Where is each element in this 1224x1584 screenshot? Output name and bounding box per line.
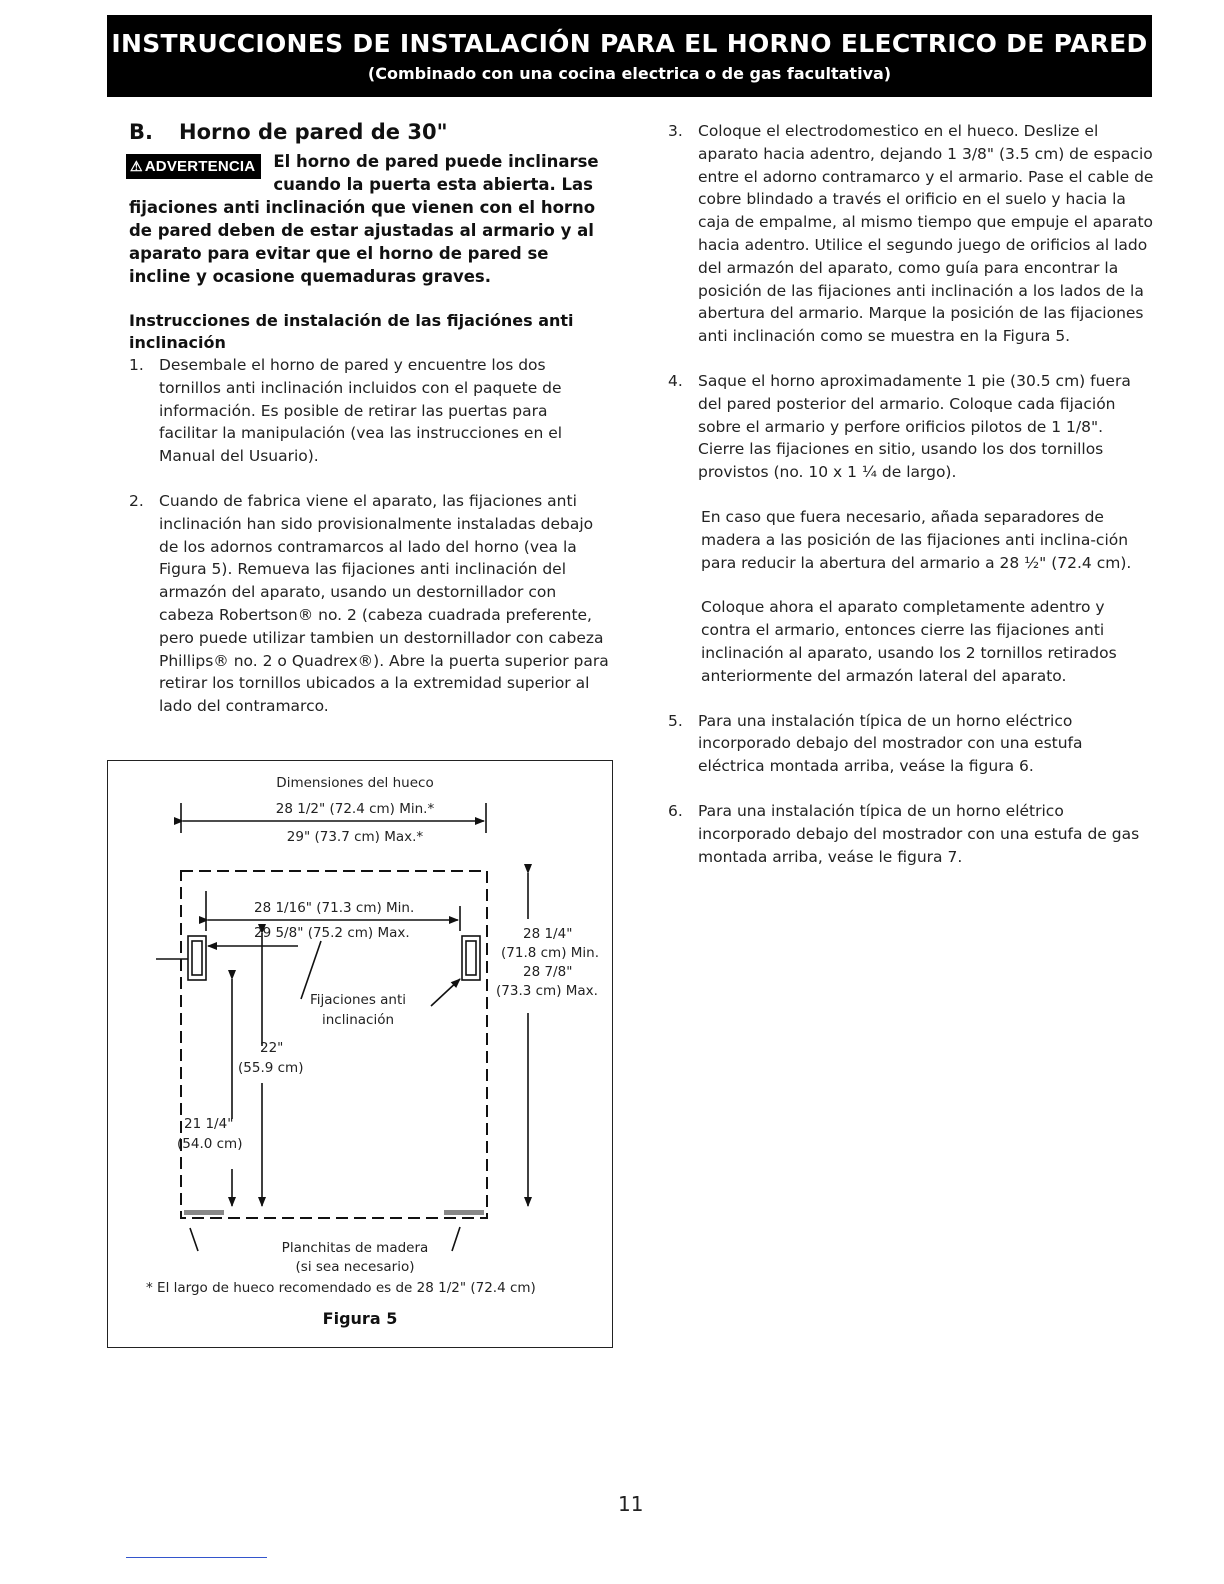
figure-label: 22" (260, 1040, 284, 1056)
header-subtitle: (Combinado con una cocina electrica o de gas facultativa) (367, 64, 892, 83)
list-item (668, 370, 1154, 484)
figure-label: inclinación (321, 1012, 395, 1028)
figure-label: (si sea necesario) (295, 1259, 415, 1275)
list-item (668, 120, 1154, 348)
figure-5 (107, 760, 613, 1348)
section-title (129, 120, 609, 144)
step-text: Cuando de fabrica viene el aparato, las fijaciones anti inclinación han sido provisionalmente instaladas debajo de los adornos contramarcos al lado del horno (vea la Figura 5). Remueva las fijaciones anti inclinación del armazón del aparato, usando un destornillador con cabeza Robertson® no. 2 (cabeza cuadrada preferente, pero puede utilizar tambien un destornillador con cabeza Phillips® no. 2 o Quadrex®). Abre la puerta superior para retirar los tornillos ubicados a la extremidad superior al lado del contramarco. (159, 491, 609, 716)
subheading: Instrucciones de instalación de las fijaciónes anti inclinación (129, 311, 574, 352)
figure-label: 28 1/16" (71.3 cm) Min. (254, 900, 415, 916)
list-item (668, 800, 1154, 868)
step-text: Para una instalación típica de un horno eléctrico incorporado debajo del mostrador con una estufa eléctrica montada arriba, veáse la figura 6. (698, 711, 1083, 776)
warning-block (129, 150, 609, 288)
figure-footnote: * El largo de hueco recomendado es de 28 1/2" (72.4 cm) (146, 1280, 536, 1296)
figure-label: 28 1/4" (523, 926, 573, 942)
figure-label: Dimensiones del hueco (276, 775, 434, 791)
left-column (129, 120, 609, 718)
warning-text: El horno de pared puede inclinarse cuando la puerta esta abierta. Las fijaciones anti inclinación que vienen con el horno de pared deben de estar ajustadas al armario y al aparato para evitar que el horno de pared se incline y ocasione quemaduras graves. (129, 152, 599, 286)
header-title: INSTRUCCIONES DE INSTALACIÓN PARA EL HORNO ELECTRICO DE PARED (111, 29, 1148, 58)
figure-label: (54.0 cm) (177, 1136, 243, 1152)
left-wood-shim (184, 1210, 224, 1215)
section-title-text: Horno de pared de 30" (179, 120, 448, 144)
step-number: 4. (668, 371, 683, 390)
step-text: Coloque el electrodomestico en el hueco. Deslize el aparato hacia adentro, dejando 1 3/8" (3.5 cm) de espacio entre el adorno contramarco y el armario. Pase el cable de cobre blindado a través el orificio en el suelo y hacia la caja de empalme, al mismo tiempo que empuje el aparato hacia adentro. Utilice el segundo juego de orificios al lado del armazón del aparato, como guía para encontrar la posición de las fijaciones anti inclinación a los lados de la abertura del armario. Marque la posición de las fijaciones anti inclinación como se muestra en la Figura 5. (698, 122, 1154, 346)
figure-label: 29 5/8" (75.2 cm) Max. (254, 925, 410, 941)
leader-line (431, 979, 460, 1006)
right-column (668, 120, 1154, 868)
right-wood-shim (444, 1210, 484, 1215)
figure-label: (71.8 cm) Min. (501, 945, 599, 961)
warning-badge-label: ADVERTENCIA (144, 158, 256, 175)
step-text: Para una instalación típica de un horno elétrico incorporado debajo del mostrador con una estufa de gas montada arriba, veáse le figura 7. (698, 801, 1140, 866)
figure-label: (55.9 cm) (238, 1060, 304, 1076)
page-number: 11 (618, 1492, 644, 1516)
list-item (129, 490, 609, 718)
section-letter: B. (129, 120, 153, 144)
step-number: 2. (129, 491, 144, 510)
step-number: 3. (668, 122, 683, 140)
step-number: 1. (129, 356, 144, 374)
figure-label: Planchitas de madera (281, 1240, 429, 1256)
figure-label: 21 1/4" (184, 1116, 234, 1132)
page-header (107, 15, 1152, 97)
warning-badge (126, 154, 261, 179)
step-number: 5. (668, 711, 683, 730)
footer-rule (126, 1557, 267, 1558)
figure-label: Fijaciones anti (309, 992, 407, 1008)
figure-label: (73.3 cm) Max. (496, 983, 598, 999)
figure-caption: Figura 5 (322, 1309, 398, 1328)
left-bracket (188, 936, 206, 980)
figure-label: 29" (73.7 cm) Max.* (286, 829, 424, 845)
figure-label: 28 1/2" (72.4 cm) Min.* (275, 801, 435, 817)
step-number: 6. (668, 801, 683, 820)
list-item (668, 710, 1154, 778)
step-paragraph: Coloque ahora el aparato completamente adentro y contra el armario, entonces cierre las fijaciones anti inclinación al aparato, usando los 2 tornillos retirados anteriormente del armazón lateral del aparato. (701, 598, 1117, 685)
warning-triangle-icon: ⚠ (130, 158, 143, 174)
step-text: Desembale el horno de pared y encuentre los dos tornillos anti inclinación incluidos con el paquete de información. Es posible de retirar las puertas para facilitar la manipulación (vea las instrucciones en el Manual del Usuario). (159, 356, 563, 466)
list-item (129, 354, 609, 468)
right-bracket (462, 936, 480, 980)
step-text: Saque el horno aproximadamente 1 pie (30.5 cm) fuera del pared posterior del armario. Coloque cada fijación sobre el armario y perfore orificios pilotos de 1 1/8". Cierre las fijaciones en sitio, usando los dos tornillos provistos (no. 10 x 1 ¼ de largo). (698, 371, 1131, 482)
figure-label: 28 7/8" (523, 964, 573, 980)
step-paragraph: En caso que fuera necesario, añada separadores de madera a las posición de las fijaciones anti inclina-ción para reducir la abertura del armario a 28 ½" (72.4 cm). (701, 507, 1132, 572)
